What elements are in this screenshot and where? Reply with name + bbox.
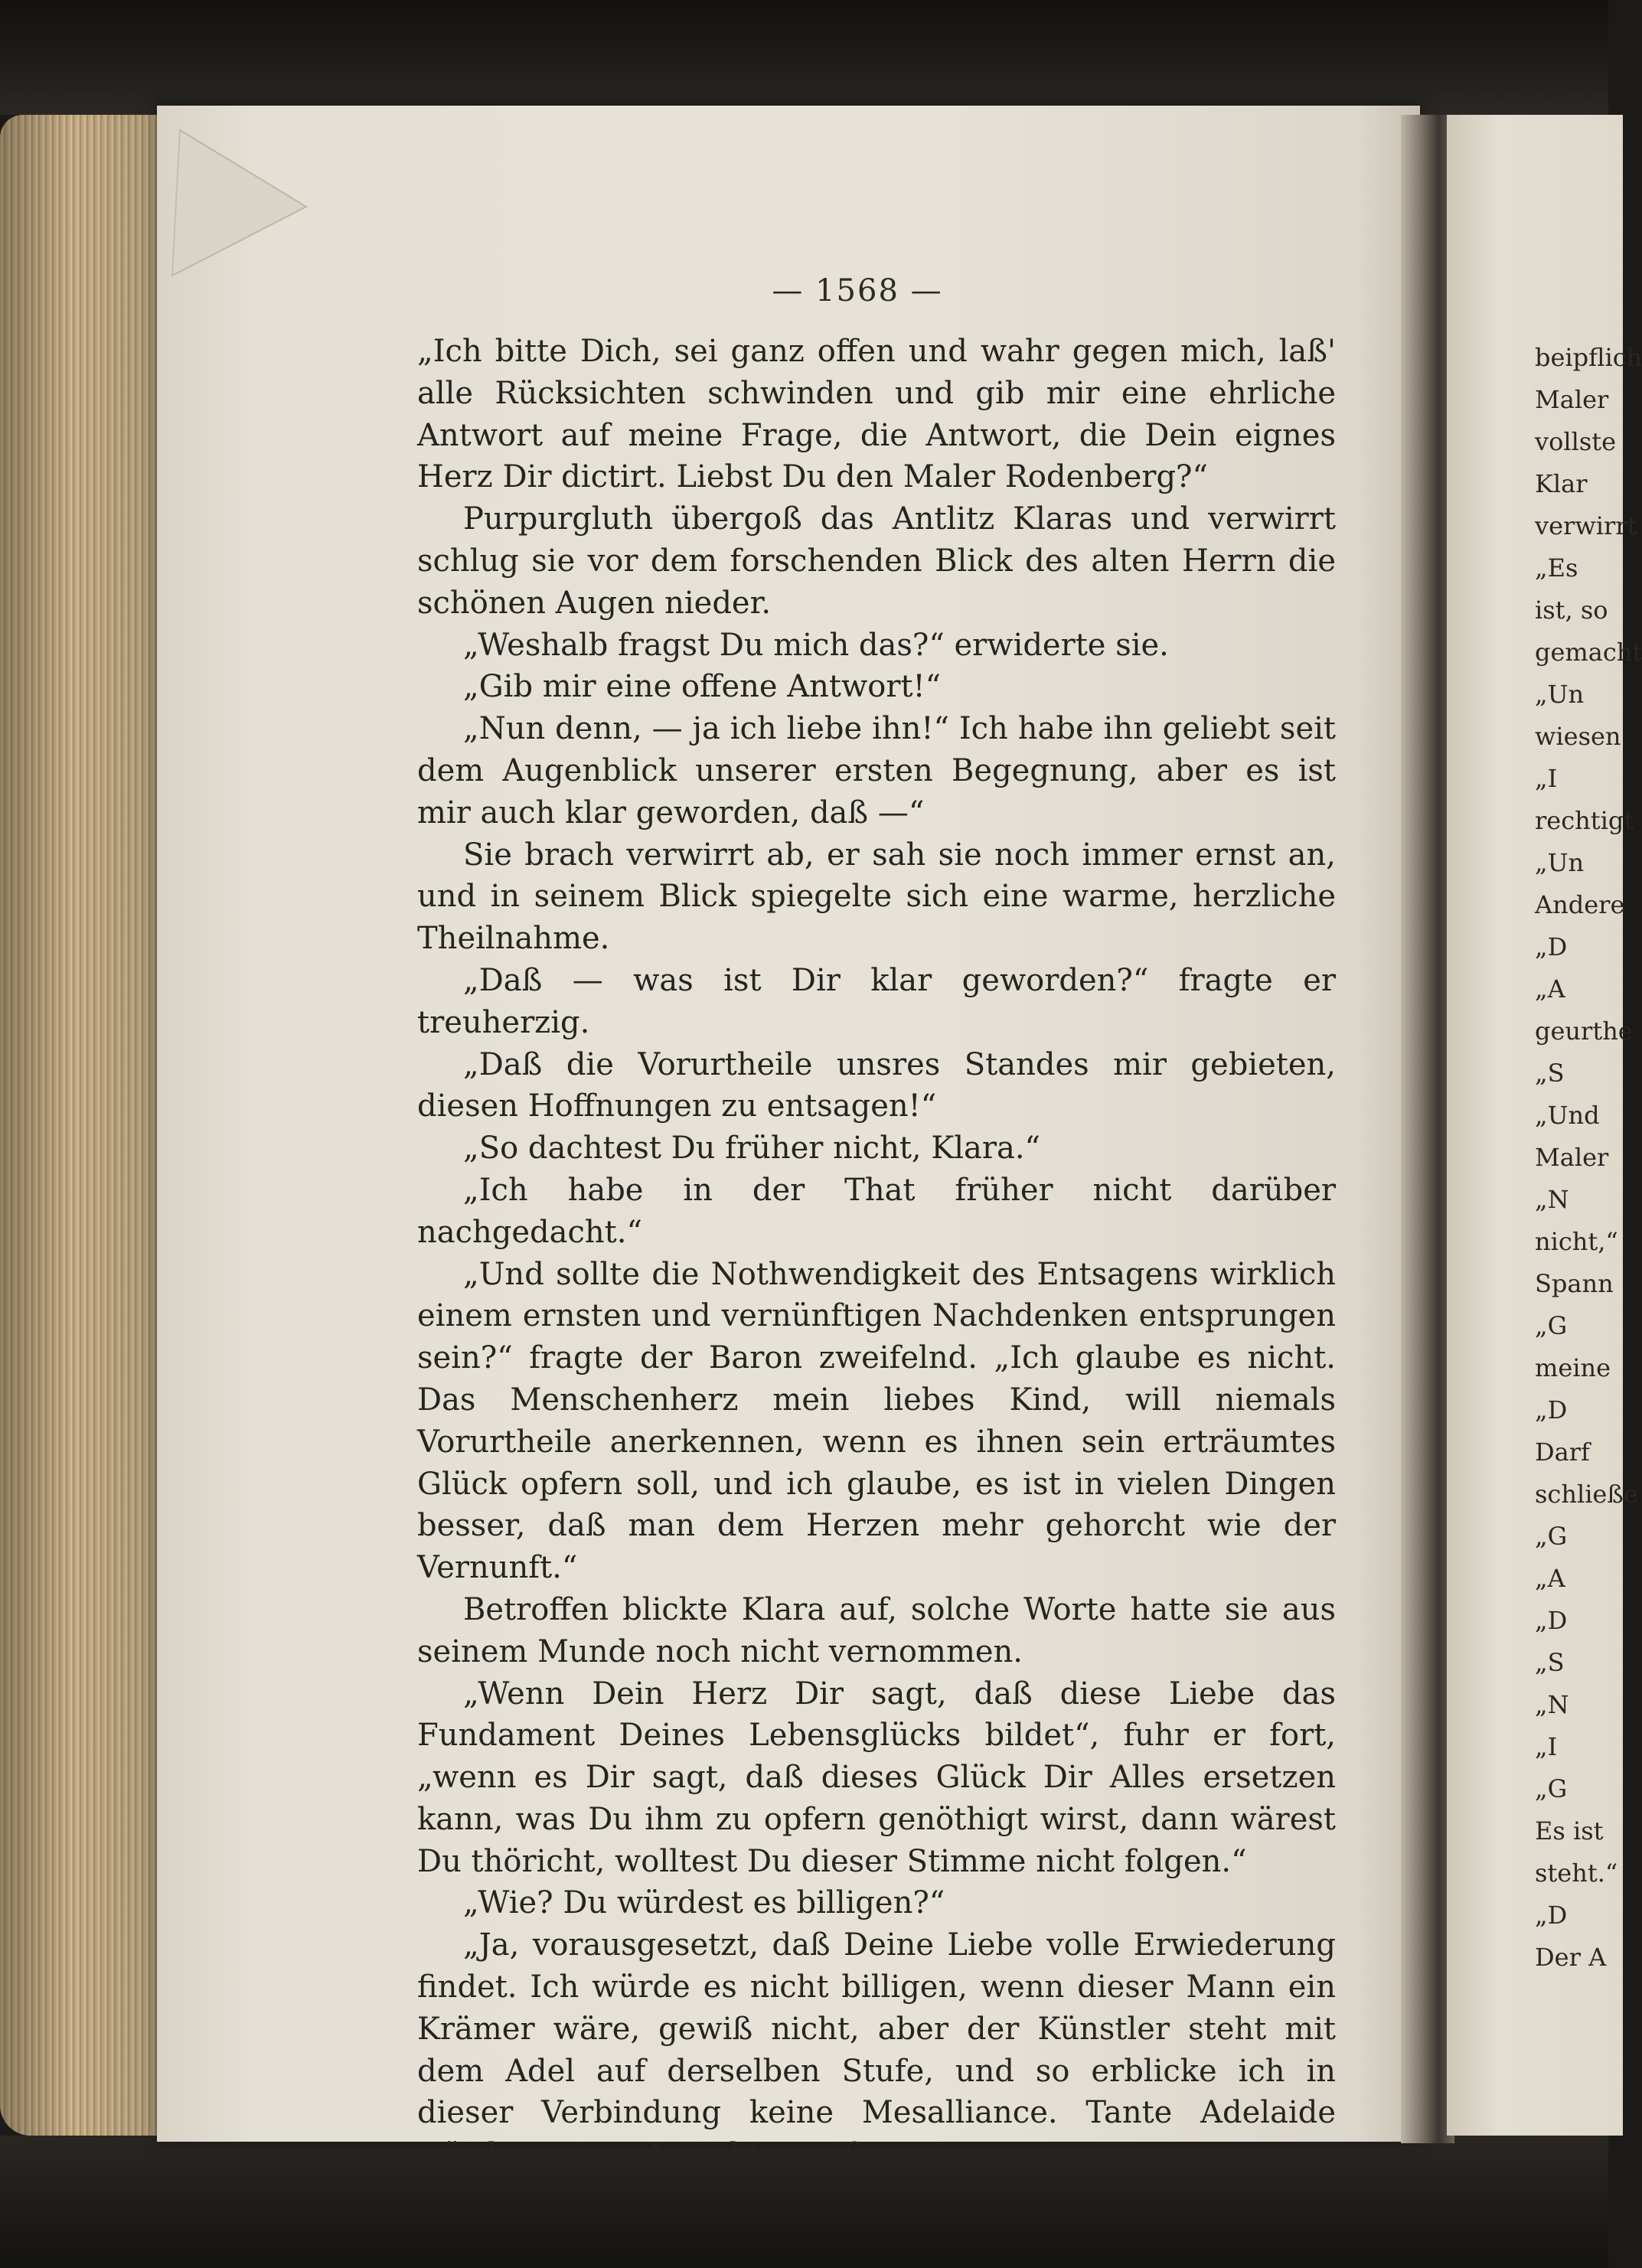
right-page-line: beipflich <box>1535 343 1642 372</box>
paragraph: „Ich habe in der That früher nicht darüber nachgedacht.“ <box>417 1172 1336 1250</box>
right-page-line: „Es <box>1535 553 1578 583</box>
right-page-line: „D <box>1535 932 1568 961</box>
right-page-line: vollste <box>1535 427 1617 456</box>
right-page-line: „A <box>1535 974 1565 1003</box>
dog-ear-corner <box>165 122 318 283</box>
right-page-line: rechtigt <box>1535 806 1634 835</box>
right-page-line: „I <box>1535 764 1558 793</box>
right-page-line: nicht,“ <box>1535 1227 1618 1256</box>
paragraph: „Nun denn, — ja ich liebe ihn!“ Ich habe ihn geliebt seit dem Augenblick unserer ersten Begegnung, aber es ist mir auch klar geworden, daß —“ <box>417 711 1336 831</box>
right-page-line: „S <box>1535 1059 1565 1088</box>
right-page-line: wiesen <box>1535 722 1621 751</box>
right-page-line: „N <box>1535 1690 1569 1719</box>
right-page-text <box>1535 337 1642 1979</box>
right-page-line: Klar <box>1535 469 1588 498</box>
paragraph: „Gib mir eine offene Antwort!“ <box>463 669 942 705</box>
right-page-line: gemacht <box>1535 638 1642 667</box>
paragraph: Betroffen blickte Klara auf, solche Worte hatte sie aus seinem Munde noch nicht vernommen. <box>417 1591 1336 1669</box>
paragraph: „Daß — was ist Dir klar geworden?“ fragte er treuherzig. <box>417 962 1336 1040</box>
right-page-line: steht.“ <box>1535 1858 1618 1888</box>
right-page-line: „A <box>1535 1564 1565 1593</box>
right-page-line: „Un <box>1535 848 1585 877</box>
paragraph: „Daß die Vorurtheile unsres Standes mir gebieten, diesen Hoffnungen zu entsagen!“ <box>417 1046 1336 1124</box>
right-page-line: ist, so <box>1535 596 1608 625</box>
right-page-line: „G <box>1535 1774 1568 1803</box>
right-page-line: Darf <box>1535 1437 1590 1467</box>
right-page-line: Es ist <box>1535 1816 1604 1845</box>
paragraph: Purpurgluth übergoß das Antlitz Klaras und verwirrt schlug sie vor dem forschenden Blick des alten Herrn die schönen Augen nieder. <box>417 501 1336 621</box>
right-page-line: Andere <box>1535 890 1625 919</box>
page-number: — 1568 — <box>772 273 943 308</box>
paragraph: Sie brach verwirrt ab, er sah sie noch immer ernst an, und in seinem Blick spiegelte sich eine warme, herzliche Theilnahme. <box>417 837 1336 957</box>
right-page-line: geurthe <box>1535 1017 1633 1046</box>
right-page-line: verwirrt <box>1535 511 1637 540</box>
right-page-line: Spann <box>1535 1269 1614 1298</box>
paragraph: „Ich bitte Dich, sei ganz offen und wahr gegen mich, laß' alle Rücksichten schwinden und gib mir eine ehrliche Antwort auf meine Frage, die Antwort, die Dein eignes Herz Dir dictirt. Liebst Du den Maler Rodenberg?“ <box>417 334 1336 495</box>
paragraph: „Wenn Dein Herz Dir sagt, daß diese Liebe das Fundament Deines Lebensglücks bildet“, fuhr er fort, „wenn es Dir sagt, daß dieses Glück Dir Alles ersetzen kann, was Du ihm zu opfern genöthigt wirst, dann wärest Du thöricht, wolltest Du dieser Stimme nicht folgen.“ <box>417 1676 1336 1879</box>
right-page-line: „S <box>1535 1648 1565 1677</box>
paragraph: „Und sollte die Nothwendigkeit des Entsagens wirklich einem ernsten und vernünftigen Nachdenken entsprungen sein?“ fragte der Baron zweifelnd. „Ich glaube es nicht. Das Menschenherz mein liebes Kind, will niemals Vorurtheile anerkennen, wenn es ihnen sein erträumtes Glück opfern soll, und ich glaube, es ist in vielen Dingen besser, daß man dem Herzen mehr gehorcht wie der Vernunft.“ <box>417 1256 1336 1586</box>
right-page-line: Der A <box>1535 1943 1607 1972</box>
right-page-line: „G <box>1535 1311 1568 1340</box>
right-page-line: schließe <box>1535 1480 1638 1509</box>
right-page-line: „Un <box>1535 680 1585 709</box>
paragraph: „Weshalb fragst Du mich das?“ erwiderte sie. <box>463 627 1169 663</box>
right-page-line: Maler <box>1535 385 1609 414</box>
paragraph: „Wie? Du würdest es billigen?“ <box>463 1885 945 1921</box>
paragraph: „Ja, vorausgesetzt, daß Deine Liebe volle Erwiederung findet. Ich würde es nicht billigen, wenn dieser Mann ein Krämer wäre, gewiß nicht, aber der Künstler steht mit dem Adel auf derselben Stufe, und so erblicke ich in dieser Verbindung keine Mesalliance. Tante Adelaide würde meiner Ansicht gewiß <box>417 1927 1336 2173</box>
page-edges-shadow <box>0 115 184 2136</box>
right-page-line: „Und <box>1535 1101 1600 1130</box>
right-page-line: „D <box>1535 1395 1568 1424</box>
background-top <box>0 0 1608 115</box>
right-page-line: „D <box>1535 1901 1568 1930</box>
paragraph: „So dachtest Du früher nicht, Klara.“ <box>463 1131 1040 1167</box>
right-page-line: „N <box>1535 1185 1569 1214</box>
right-page-line: meine <box>1535 1353 1611 1382</box>
right-page-line: „G <box>1535 1522 1568 1551</box>
right-page-line: „I <box>1535 1732 1558 1761</box>
right-page-line: Maler <box>1535 1143 1609 1172</box>
right-page-line: „D <box>1535 1606 1568 1635</box>
body-text <box>417 331 1336 2176</box>
